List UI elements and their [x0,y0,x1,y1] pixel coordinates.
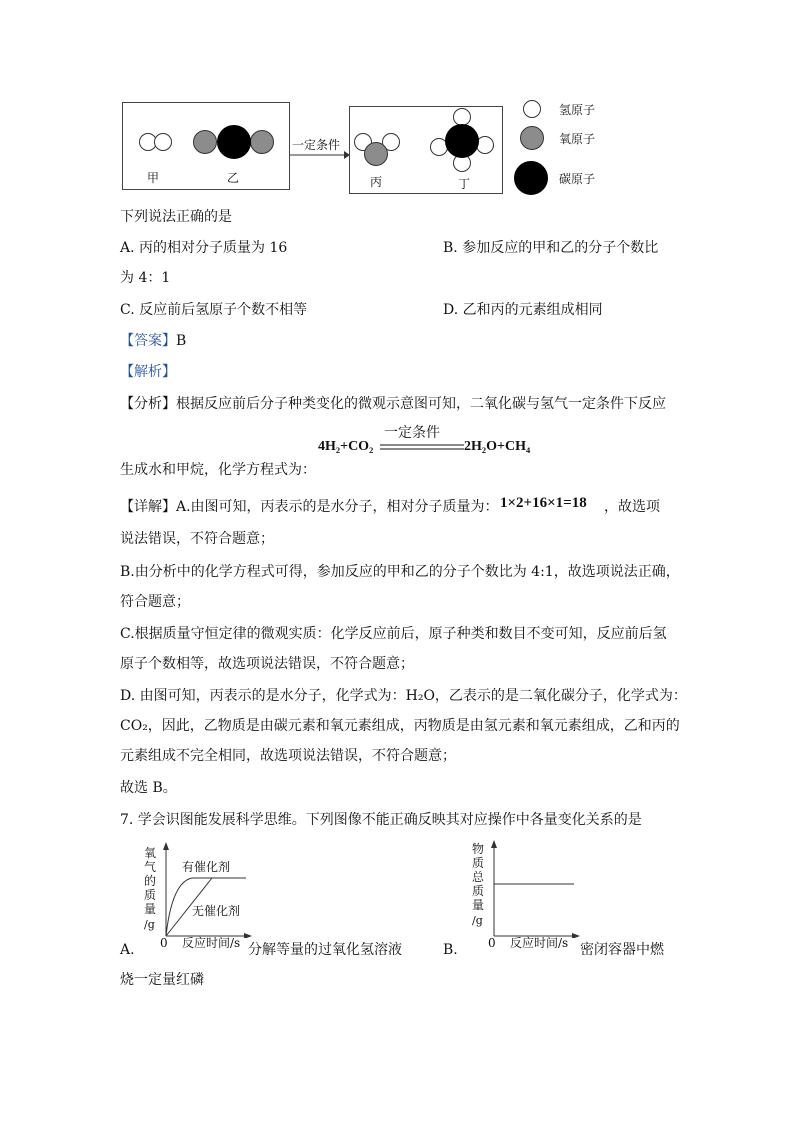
detail-b-1: B.由分析中的化学方程式可得，参加反应的甲和乙的分子个数比为 4:1，故选项说法正确， [120,564,680,580]
chemical-equation [318,425,548,459]
hydrogen-atom [154,133,172,151]
analysis-line-1: 【分析】根据反应前后分子种类变化的微观示意图可知，二氧化碳与氢气一定条件下反应 [120,396,666,412]
answer-tag: 【答案】 [120,333,176,349]
equation-right: 2H₂O+CH₄ [464,439,531,454]
graph-a-plot [160,842,252,938]
detail-d-2: CO₂，因此，乙物质是由碳元素和氧元素组成，丙物质是由氢元素和氧元素组成，乙和丙的 [120,718,680,734]
reactant-box [122,102,290,190]
detail-d-1: D. 由图可知，丙表示的是水分子，化学式为：H₂O，乙表示的是二氧化碳分子，化学式为： [120,688,687,704]
analysis-tag: 【解析】 [120,364,176,380]
label-jia: 甲 [147,171,160,185]
graph-b-plot [488,840,580,938]
answer-line [120,331,186,351]
option-c: C. 反应前后氢原子个数不相等 [120,302,308,318]
graph-a-curve2-label: 无催化剂 [192,904,241,918]
reaction-arrow [288,150,350,160]
label-yi: 乙 [227,171,240,185]
answer-value: B [176,333,187,349]
detail-a-3: 说法错误，不符合题意； [120,531,274,547]
carbon-atom [217,125,251,159]
option-a: A. 丙的相对分子质量为 16 [120,240,288,256]
detail-b-2: 符合题意； [120,594,190,610]
legend-oxygen-label: 氧原子 [559,132,596,146]
oxygen-atom [193,130,217,154]
detail-d-3: 元素组成不完全相同，故选项说法错误，不符合题意； [120,748,456,764]
legend-oxygen-icon [520,126,544,150]
oxygen-atom [250,130,274,154]
legend-hydrogen-icon [523,100,541,118]
graph-b-option: B. [443,942,458,958]
detail-a-formula: 1×2+16×1=18 [500,495,587,511]
detail-c-1: C.根据质量守恒定律的微观实质：化学反应前后，原子种类和数目不变可知，反应前后氢 [120,626,667,642]
detail-c-2: 原子个数相等，故选项说法错误，不符合题意； [120,656,414,672]
detail-a-1: 【详解】A.由图可知，丙表示的是水分子，相对分子质量为： [120,499,499,515]
arrow-condition-label: 一定条件 [292,138,341,152]
option-d: D. 乙和丙的元素组成相同 [443,302,603,318]
legend-carbon-label: 碳原子 [559,172,596,186]
graph-a-option: A. [120,942,135,958]
question7-stem: 7. 学会识图能发展科学思维。下列图像不能正确反映其对应操作中各量变化关系的是 [120,812,642,828]
label-bing: 丙 [370,175,383,189]
graph-a-xlabel: 反应时间/s [182,936,241,950]
equation-double-line [380,443,464,451]
graph-b-origin: 0 [488,936,496,950]
graph-b-desc: 密闭容器中燃 [580,942,664,958]
conclusion: 故选 B。 [120,780,177,796]
legend-carbon-icon [514,161,548,195]
label-ding: 丁 [458,177,471,191]
carbon-atom [445,124,479,158]
graph-a-curve1-label: 有催化剂 [182,860,231,874]
detail-a-2: ，故选项 [604,499,660,515]
legend-hydrogen-label: 氢原子 [559,103,596,117]
graph-a-desc: 分解等量的过氧化氢溶液 [248,942,402,958]
product-box [349,106,503,194]
equation-condition: 一定条件 [384,425,440,441]
option-b-continued: 为 4：1 [120,270,171,286]
option-b: B. 参加反应的甲和乙的分子个数比 [443,240,659,256]
graph-a-origin: 0 [160,936,168,950]
graph-b-xlabel: 反应时间/s [510,936,569,950]
oxygen-atom [364,142,388,166]
question6-stem: 下列说法正确的是 [120,209,232,225]
analysis-line-2: 生成水和甲烷，化学方程式为： [120,462,316,478]
equation-left: 4H₂+CO₂ [318,439,374,454]
graph-b-desc-continued: 烧一定量红磷 [120,972,204,988]
